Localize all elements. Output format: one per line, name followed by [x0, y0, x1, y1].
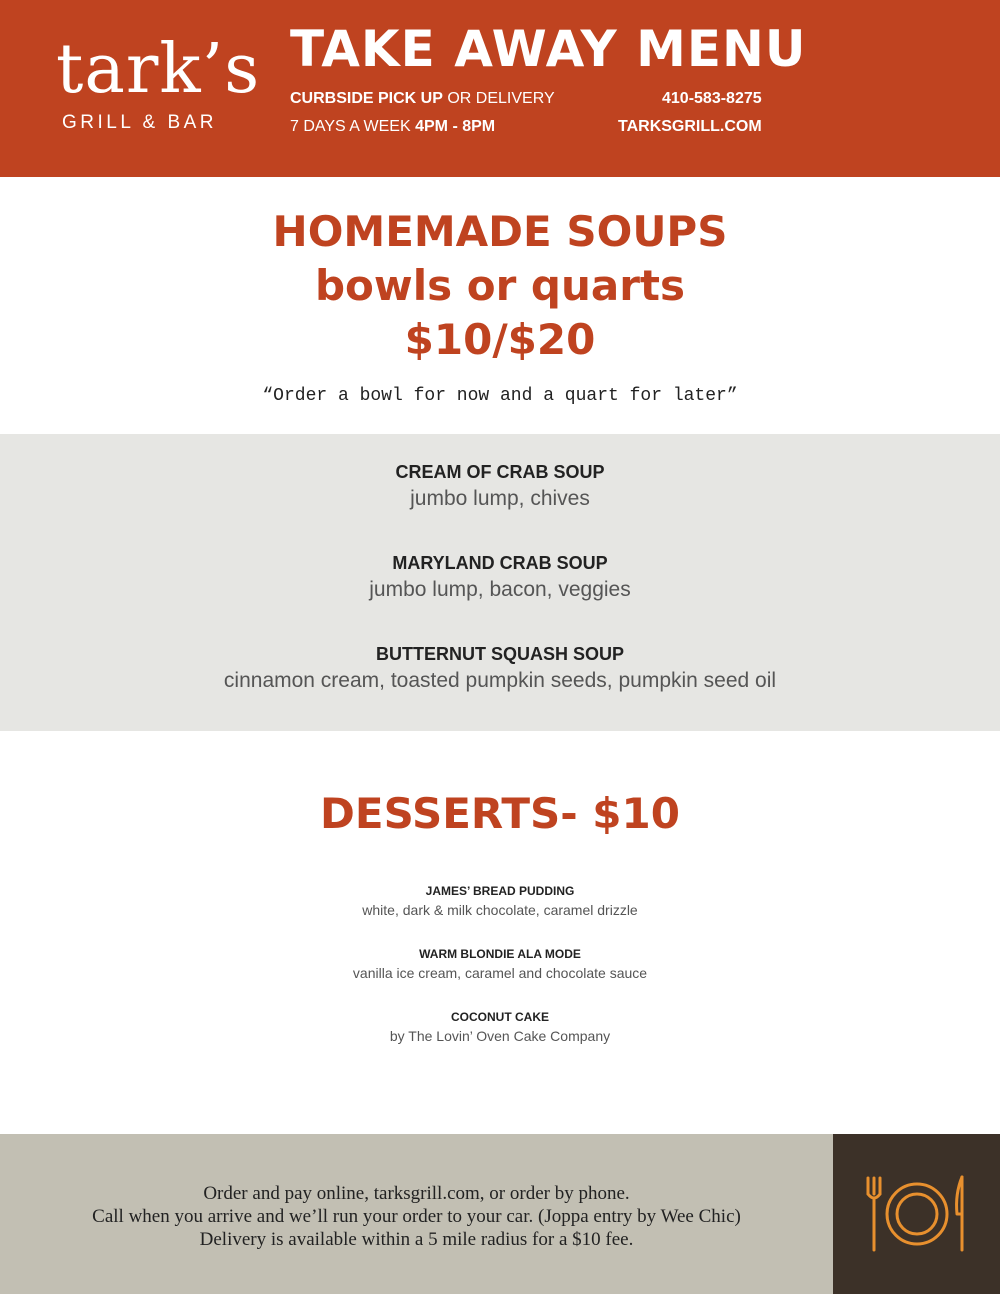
- item-name: CREAM OF CRAB SOUP: [395, 462, 605, 482]
- item-name: JAMES’ BREAD PUDDING: [425, 884, 575, 898]
- hours-label: 4PM - 8PM: [415, 118, 496, 135]
- list-item: [0, 882, 1000, 920]
- list-item: [0, 642, 1000, 696]
- item-name: BUTTERNUT SQUASH SOUP: [375, 644, 624, 664]
- curbside-label: CURBSIDE PICK UP: [290, 90, 443, 107]
- item-description: cinnamon cream, toasted pumpkin seeds, pumpkin seed oil: [223, 669, 777, 692]
- days-label: 7 DAYS A WEEK: [290, 118, 411, 135]
- item-name: WARM BLONDIE ALA MODE: [419, 947, 581, 961]
- footer-line: Call when you arrive and we’ll run your order to your car. (Joppa entry by Wee Chic): [92, 1206, 741, 1227]
- item-description: jumbo lump, chives: [410, 487, 590, 510]
- delivery-label: OR DELIVERY: [447, 90, 555, 107]
- soups-tagline: “Order a bowl for now and a quart for later”: [262, 386, 738, 406]
- item-description: white, dark & milk chocolate, caramel drizzle: [362, 902, 638, 918]
- phone-number[interactable]: 410-583-8275: [662, 90, 762, 107]
- item-description: jumbo lump, bacon, veggies: [369, 578, 631, 601]
- footer-line: Order and pay online, tarksgrill.com, or order by phone.: [203, 1183, 630, 1204]
- hours-line: [290, 119, 495, 135]
- fork-plate-knife-icon: [865, 1174, 971, 1254]
- soups-title: HOMEMADE SOUPS: [272, 207, 728, 256]
- footer-text: [0, 1182, 833, 1251]
- soups-heading: [0, 205, 1000, 367]
- logo-subtitle: GRILL & BAR: [62, 112, 218, 133]
- footer-icon-panel: [833, 1134, 1000, 1294]
- website-link[interactable]: TARKSGRILL.COM: [618, 118, 762, 135]
- item-description: vanilla ice cream, caramel and chocolate sauce: [352, 965, 648, 981]
- soups-list: [0, 434, 1000, 731]
- menu-title: TAKE AWAY MENU: [290, 20, 807, 78]
- item-name: MARYLAND CRAB SOUP: [392, 553, 608, 573]
- footer-info: [0, 1134, 833, 1294]
- item-name: COCONUT CAKE: [451, 1010, 549, 1024]
- soups-price: $10/$20: [404, 315, 596, 364]
- desserts-heading: DESSERTS- $10: [320, 789, 680, 838]
- list-item: [0, 1008, 1000, 1046]
- logo-name: tark’s: [56, 30, 261, 109]
- list-item: [0, 460, 1000, 514]
- list-item: [0, 945, 1000, 983]
- list-item: [0, 551, 1000, 605]
- item-description: by The Lovin’ Oven Cake Company: [389, 1028, 611, 1044]
- service-line: [290, 91, 555, 107]
- soups-size: bowls or quarts: [314, 261, 686, 310]
- footer-line: Delivery is available within a 5 mile radius for a $10 fee.: [199, 1229, 634, 1250]
- header-banner: [0, 0, 1000, 177]
